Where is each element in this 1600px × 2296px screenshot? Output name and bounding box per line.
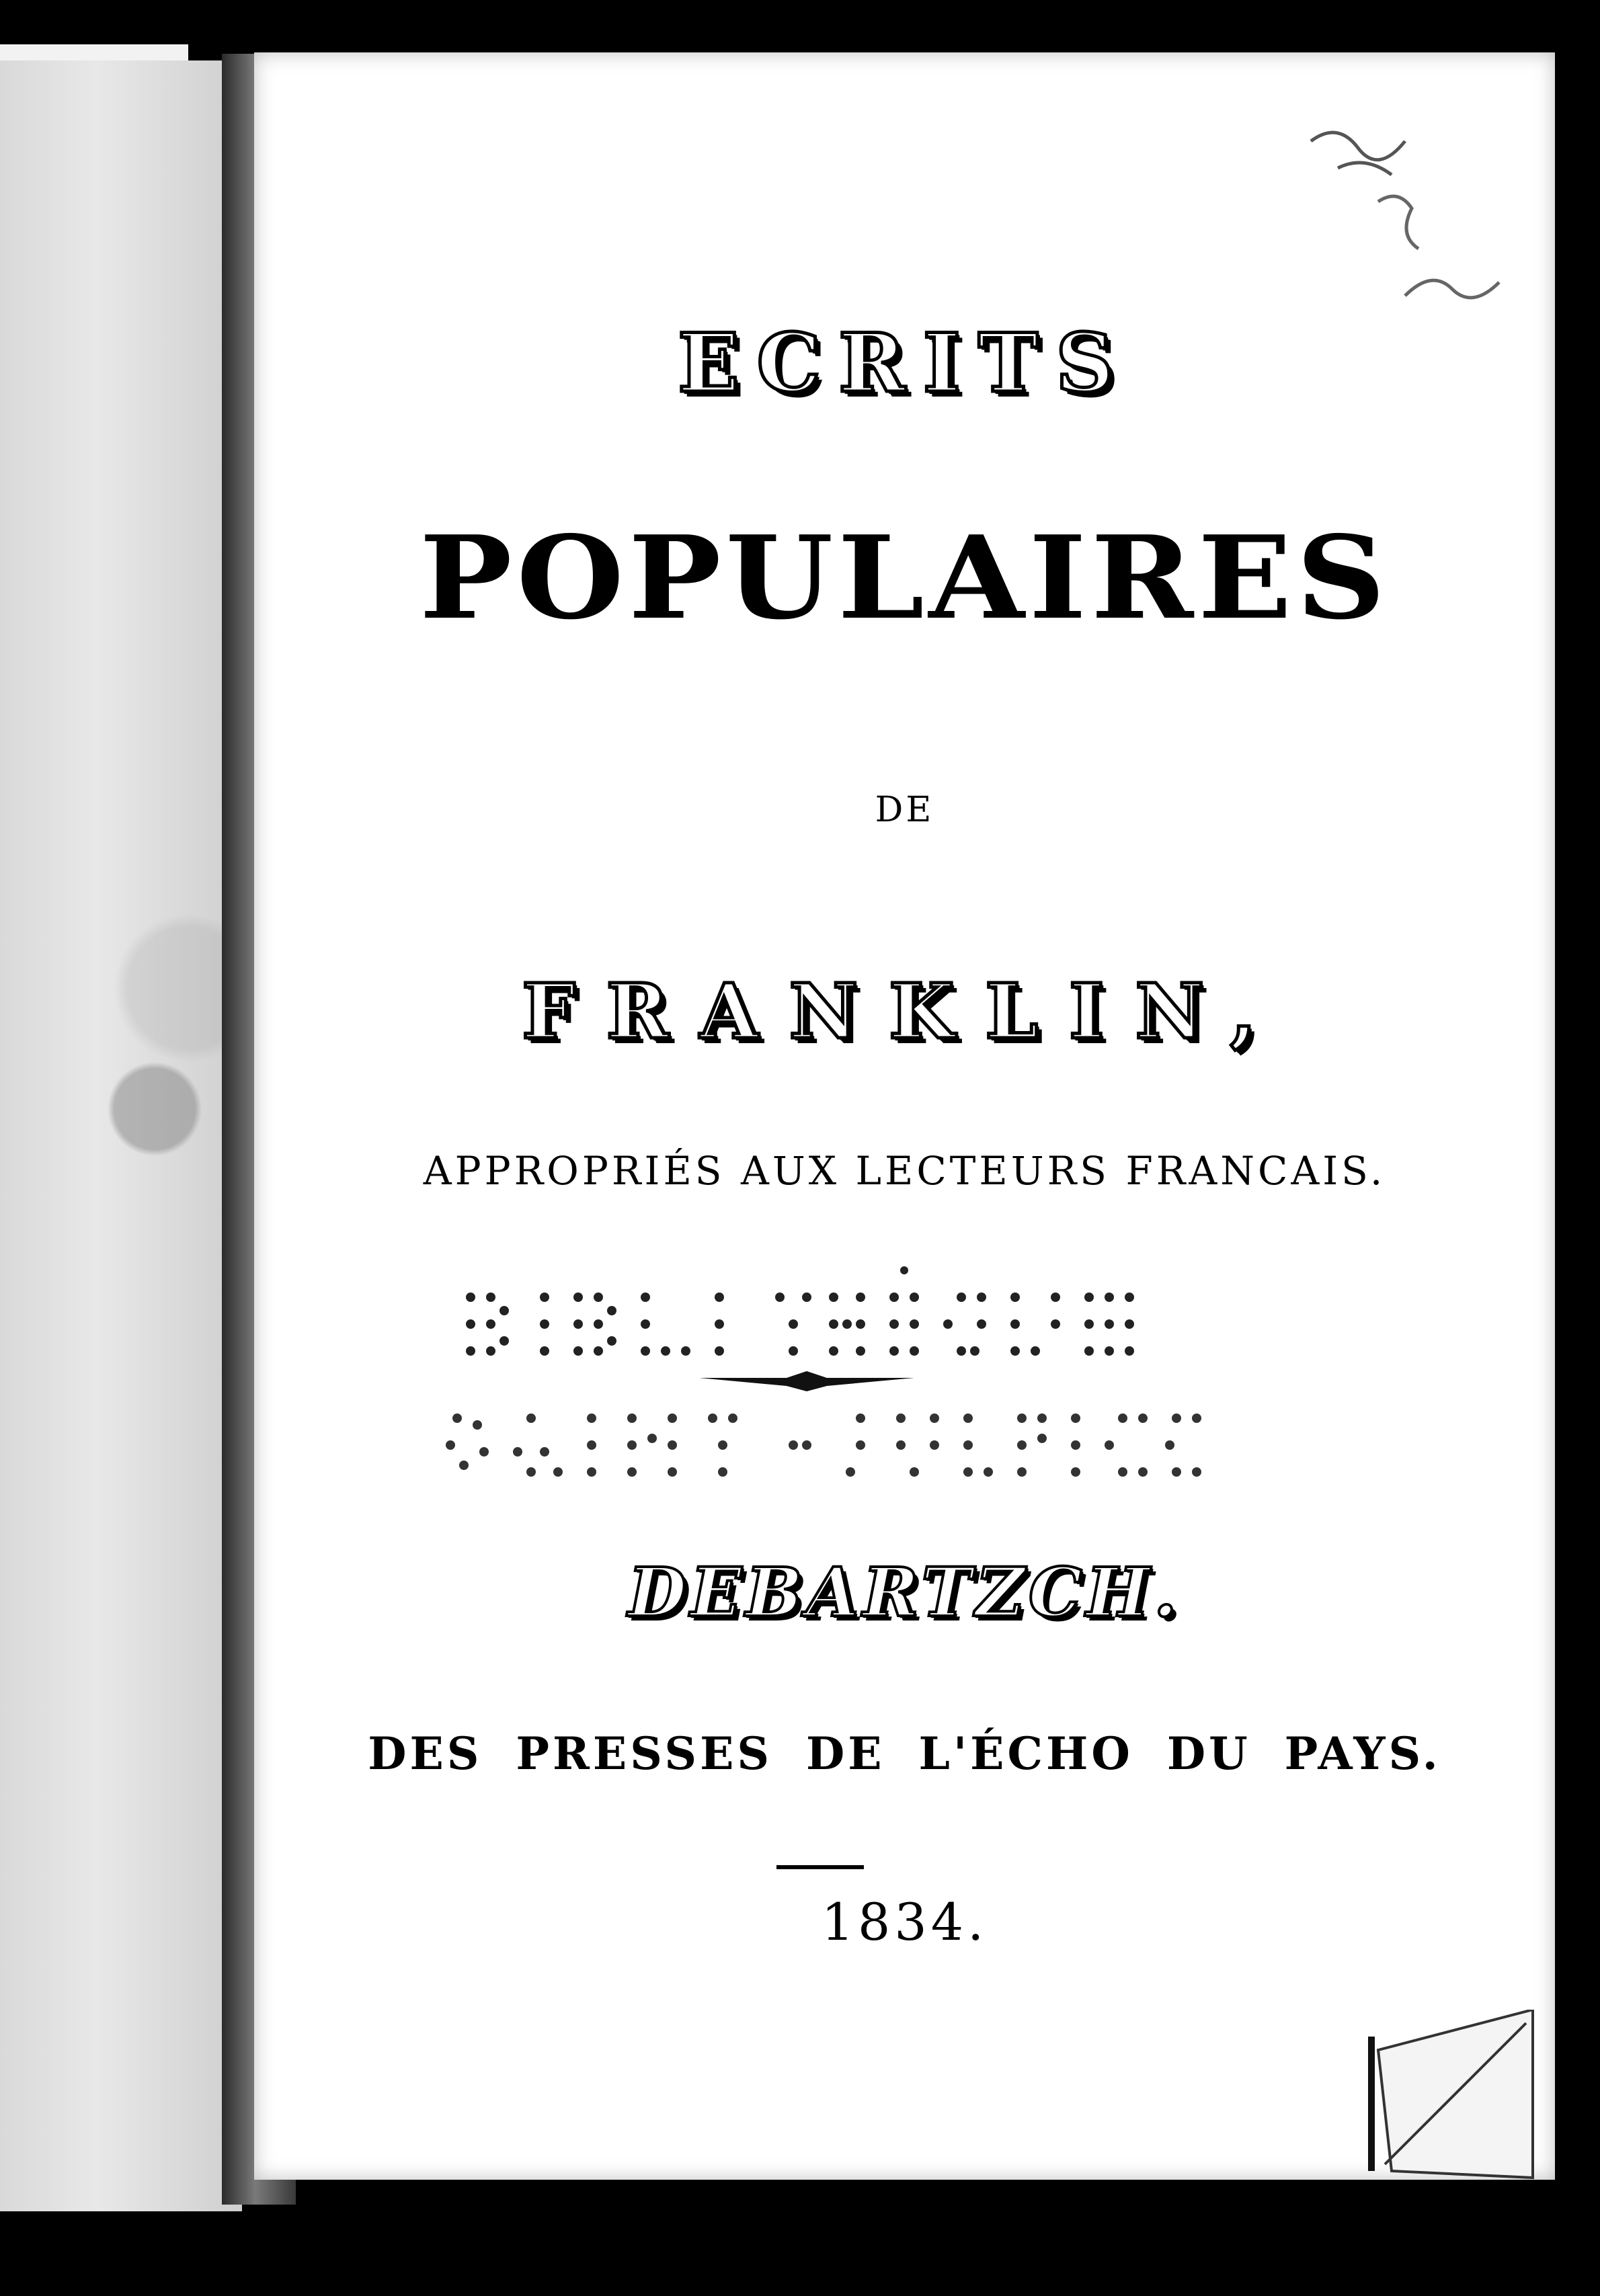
publisher-place: DEBARTZCH. <box>628 1553 1181 1632</box>
publication-year: 1834. <box>821 1892 988 1952</box>
imprint-line: DES PRESSES DE L'ÉCHO DU PAYS. <box>368 1727 1441 1780</box>
subtitle: APPROPRIÉS AUX LECTEURS FRANCAIS. <box>423 1148 1386 1194</box>
perforated-library-stamp <box>430 1257 1224 1526</box>
title-line-de: DE <box>875 790 934 830</box>
pencil-annotation <box>1297 114 1553 336</box>
divider-rule <box>776 1865 864 1869</box>
title-line-populaires: POPULAIRES <box>419 511 1390 645</box>
facing-page <box>0 60 242 2211</box>
folded-corner <box>1365 2010 1539 2184</box>
title-line-franklin: FRANKLIN, <box>522 968 1287 1056</box>
title-line-ecrits: ECRITS <box>678 316 1131 411</box>
left-page-edge <box>0 44 188 60</box>
